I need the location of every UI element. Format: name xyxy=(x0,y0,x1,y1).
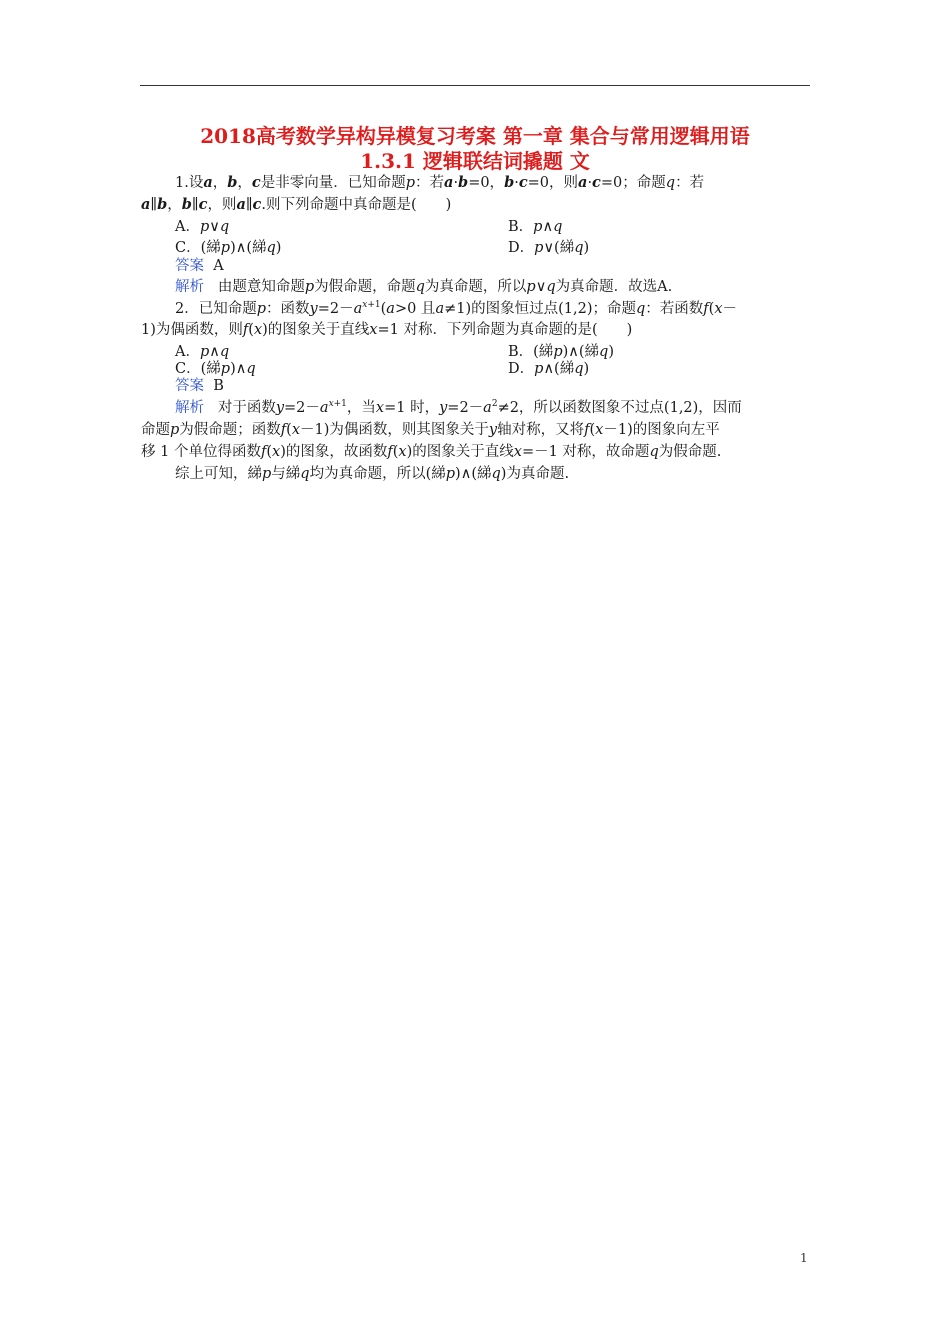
text: ( xyxy=(392,444,399,460)
var-q: q xyxy=(553,219,563,235)
text: )的图象关于直线 xyxy=(406,444,514,460)
var-q: q xyxy=(300,466,310,482)
text: )∧ xyxy=(230,361,247,377)
answer-label: 答案 xyxy=(175,378,204,394)
var-y: y xyxy=(439,400,448,416)
text: 1)为偶函数，则 xyxy=(141,322,243,338)
text: ( xyxy=(708,301,715,317)
dot-op: · xyxy=(587,175,593,191)
var-c: c xyxy=(252,196,262,213)
text: D． xyxy=(508,361,535,377)
text: ≠1)的图象恒过点(1,2)；命题 xyxy=(444,301,636,317)
text: ( xyxy=(266,444,272,460)
var-p: p xyxy=(199,344,210,360)
text: ：函数 xyxy=(266,301,310,317)
var-b: b xyxy=(458,174,469,191)
var-a: a xyxy=(435,301,445,317)
dot-op: · xyxy=(514,175,519,191)
q2-analysis-line1 xyxy=(175,398,742,418)
var-x: x xyxy=(375,400,385,416)
answer-value: A xyxy=(213,258,224,274)
parallel-op: ∥ xyxy=(150,197,158,213)
var-q: q xyxy=(219,344,230,360)
var-q: q xyxy=(574,361,584,377)
var-p: p xyxy=(405,175,416,191)
var-f: f xyxy=(242,322,249,338)
var-b: b xyxy=(157,196,168,213)
text: 为假命题. xyxy=(658,444,722,460)
var-x: x xyxy=(291,422,301,438)
q1-option-a xyxy=(175,217,229,237)
var-f: f xyxy=(703,301,709,317)
text: ∧ xyxy=(542,219,554,235)
text: +1 xyxy=(367,300,381,310)
text: ∧ xyxy=(209,344,220,360)
var-p: p xyxy=(526,279,536,295)
var-b: b xyxy=(181,196,192,213)
var-p: p xyxy=(534,361,544,377)
text: －1)的图象向左平 xyxy=(603,422,720,438)
q2-stem-line2 xyxy=(141,320,632,340)
parallel-op: ∥ xyxy=(245,197,253,213)
var-a: a xyxy=(353,301,363,317)
q1-analysis xyxy=(175,277,672,297)
var-x: x xyxy=(362,300,368,310)
q2-stem-line1 xyxy=(175,299,737,319)
text: +1 xyxy=(333,399,347,409)
var-f: f xyxy=(260,444,267,460)
var-a: a xyxy=(236,196,246,213)
var-y: y xyxy=(309,301,318,317)
var-p: p xyxy=(199,219,210,235)
text: ≠2，所以函数图象不过点(1,2)，因而 xyxy=(497,400,742,416)
text: =0；命题 xyxy=(600,175,666,191)
text: A． xyxy=(175,219,200,235)
text: )∧(綈 xyxy=(562,344,600,360)
answer-value: B xyxy=(213,378,224,394)
text: =2－ xyxy=(284,400,320,416)
q1-stem-line1 xyxy=(175,173,704,193)
var-q: q xyxy=(574,240,584,256)
var-x: x xyxy=(253,322,263,338)
var-q: q xyxy=(546,279,556,295)
text: 1.设 xyxy=(175,175,204,191)
text: 为假命题；函数 xyxy=(179,422,281,438)
exponent: 2 xyxy=(491,399,498,409)
text: 均为真命题，所以(綈 xyxy=(309,466,446,482)
var-p: p xyxy=(220,240,231,256)
text: 为真命题，所以 xyxy=(424,279,527,295)
analysis-label: 解析 xyxy=(175,279,204,295)
text: 移 1 个单位得函数 xyxy=(141,444,261,460)
doc-title-line2: 1.3.1 逻辑联结词撬题 文 xyxy=(360,149,590,173)
text: B．(綈 xyxy=(508,344,554,360)
text: －1)为偶函数，则其图象关于 xyxy=(300,422,489,438)
var-q: q xyxy=(665,175,676,191)
text: C．(綈 xyxy=(175,361,221,377)
q1-option-c xyxy=(175,238,281,258)
text: 为假命题，命题 xyxy=(314,279,416,295)
text: )为真命题. xyxy=(500,466,570,482)
header-rule xyxy=(140,85,810,86)
var-c: c xyxy=(251,174,261,191)
q2-analysis-line4 xyxy=(175,464,569,484)
q1-option-b xyxy=(508,217,562,237)
var-q: q xyxy=(599,344,609,360)
var-p: p xyxy=(262,466,272,482)
text: C．(綈 xyxy=(175,240,221,256)
var-a: a xyxy=(203,174,213,191)
page-number: 1 xyxy=(800,1251,808,1265)
var-q: q xyxy=(636,301,646,317)
text: ：若 xyxy=(415,175,445,191)
var-a: a xyxy=(141,196,151,213)
var-x: x xyxy=(272,444,281,460)
text: 由题意知命题 xyxy=(217,279,305,295)
text: ，当 xyxy=(346,400,376,416)
text: 综上可知，綈 xyxy=(175,466,262,482)
text: ( xyxy=(248,322,254,338)
analysis-label: 解析 xyxy=(175,400,204,416)
var-x: x xyxy=(369,322,378,338)
q2-answer xyxy=(175,376,224,396)
text: ：若 xyxy=(675,175,705,191)
q2-analysis-line3 xyxy=(141,442,721,462)
text: D． xyxy=(508,240,535,256)
text: ) xyxy=(583,361,590,377)
var-p: p xyxy=(220,361,231,377)
text: ∨ xyxy=(209,219,220,235)
text: ， xyxy=(237,175,252,191)
text: ) xyxy=(275,240,282,256)
var-y: y xyxy=(275,400,285,416)
var-p: p xyxy=(534,240,544,256)
var-f: f xyxy=(387,444,393,460)
parallel-op: ∥ xyxy=(191,197,199,213)
text: >0 且 xyxy=(394,301,436,317)
text: ，则 xyxy=(207,197,237,213)
text: ∧(綈 xyxy=(543,361,575,377)
q1-option-d xyxy=(508,238,589,258)
var-x: x xyxy=(714,301,723,317)
var-q: q xyxy=(649,444,659,460)
answer-label: 答案 xyxy=(175,258,204,274)
var-q: q xyxy=(266,240,276,256)
text: =－1 对称，故命题 xyxy=(521,444,650,460)
text: 2．已知命题 xyxy=(175,301,257,317)
text: － xyxy=(722,301,738,317)
text: =1 时， xyxy=(384,400,440,416)
var-a: a xyxy=(483,400,492,416)
q2-option-d xyxy=(508,359,589,379)
var-a: a xyxy=(386,301,395,317)
text: =2－ xyxy=(317,301,354,317)
var-p: p xyxy=(533,219,543,235)
var-p: p xyxy=(445,466,456,482)
var-a: a xyxy=(319,400,329,416)
q1-stem-line2 xyxy=(141,195,451,215)
var-x: x xyxy=(595,422,604,438)
var-p: p xyxy=(256,301,267,317)
text: )∧(綈 xyxy=(455,466,492,482)
q2-analysis-line2 xyxy=(141,420,720,440)
var-p: p xyxy=(304,279,315,295)
text: ∨ xyxy=(535,279,547,295)
text: 命题 xyxy=(141,422,170,438)
text: =1 对称．下列命题为真命题的是( ) xyxy=(377,322,633,338)
var-q: q xyxy=(246,361,256,377)
var-q: q xyxy=(491,466,501,482)
var-b: b xyxy=(227,174,238,191)
var-p: p xyxy=(553,344,563,360)
text: .则下列命题中真命题是( ) xyxy=(261,197,452,213)
text: B． xyxy=(508,219,534,235)
text: )的图象，故函数 xyxy=(280,444,388,460)
var-f: f xyxy=(280,422,287,438)
exponent xyxy=(329,399,347,409)
text: 为真命题．故选A. xyxy=(555,279,673,295)
text: ) xyxy=(608,344,615,360)
text: =0，则 xyxy=(527,175,579,191)
text: ( xyxy=(589,422,596,438)
text: )的图象关于直线 xyxy=(262,322,370,338)
text: A． xyxy=(175,344,200,360)
text: 对于函数 xyxy=(217,400,276,416)
var-x: x xyxy=(398,444,407,460)
var-b: b xyxy=(504,174,515,191)
var-a: a xyxy=(578,174,588,191)
var-c: c xyxy=(198,196,208,213)
text: ( xyxy=(286,422,292,438)
text: ， xyxy=(167,197,182,213)
text: ( xyxy=(380,301,387,317)
text: ) xyxy=(583,240,590,256)
var-a: a xyxy=(444,174,454,191)
text: =0， xyxy=(468,175,505,191)
text: 与綈 xyxy=(271,466,301,482)
var-c: c xyxy=(518,174,528,191)
text: 是非零向量．已知命题 xyxy=(260,175,406,191)
text: 轴对称，又将 xyxy=(497,422,585,438)
var-x: x xyxy=(328,399,334,409)
text: ， xyxy=(212,175,228,191)
var-p: p xyxy=(170,422,180,438)
var-q: q xyxy=(415,279,425,295)
var-f: f xyxy=(584,422,590,438)
text: )∧(綈 xyxy=(230,240,267,256)
var-y: y xyxy=(488,422,498,438)
dot-op: · xyxy=(453,175,459,191)
var-x: x xyxy=(513,444,522,460)
text: ∨(綈 xyxy=(543,240,575,256)
var-q: q xyxy=(219,219,230,235)
var-c: c xyxy=(592,174,601,191)
doc-title-line1: 2018高考数学异构异模复习考案 第一章 集合与常用逻辑用语 xyxy=(200,124,750,148)
text: =2－ xyxy=(447,400,484,416)
exponent xyxy=(362,300,380,310)
q1-answer xyxy=(175,256,224,276)
text: ：若函数 xyxy=(645,301,704,317)
